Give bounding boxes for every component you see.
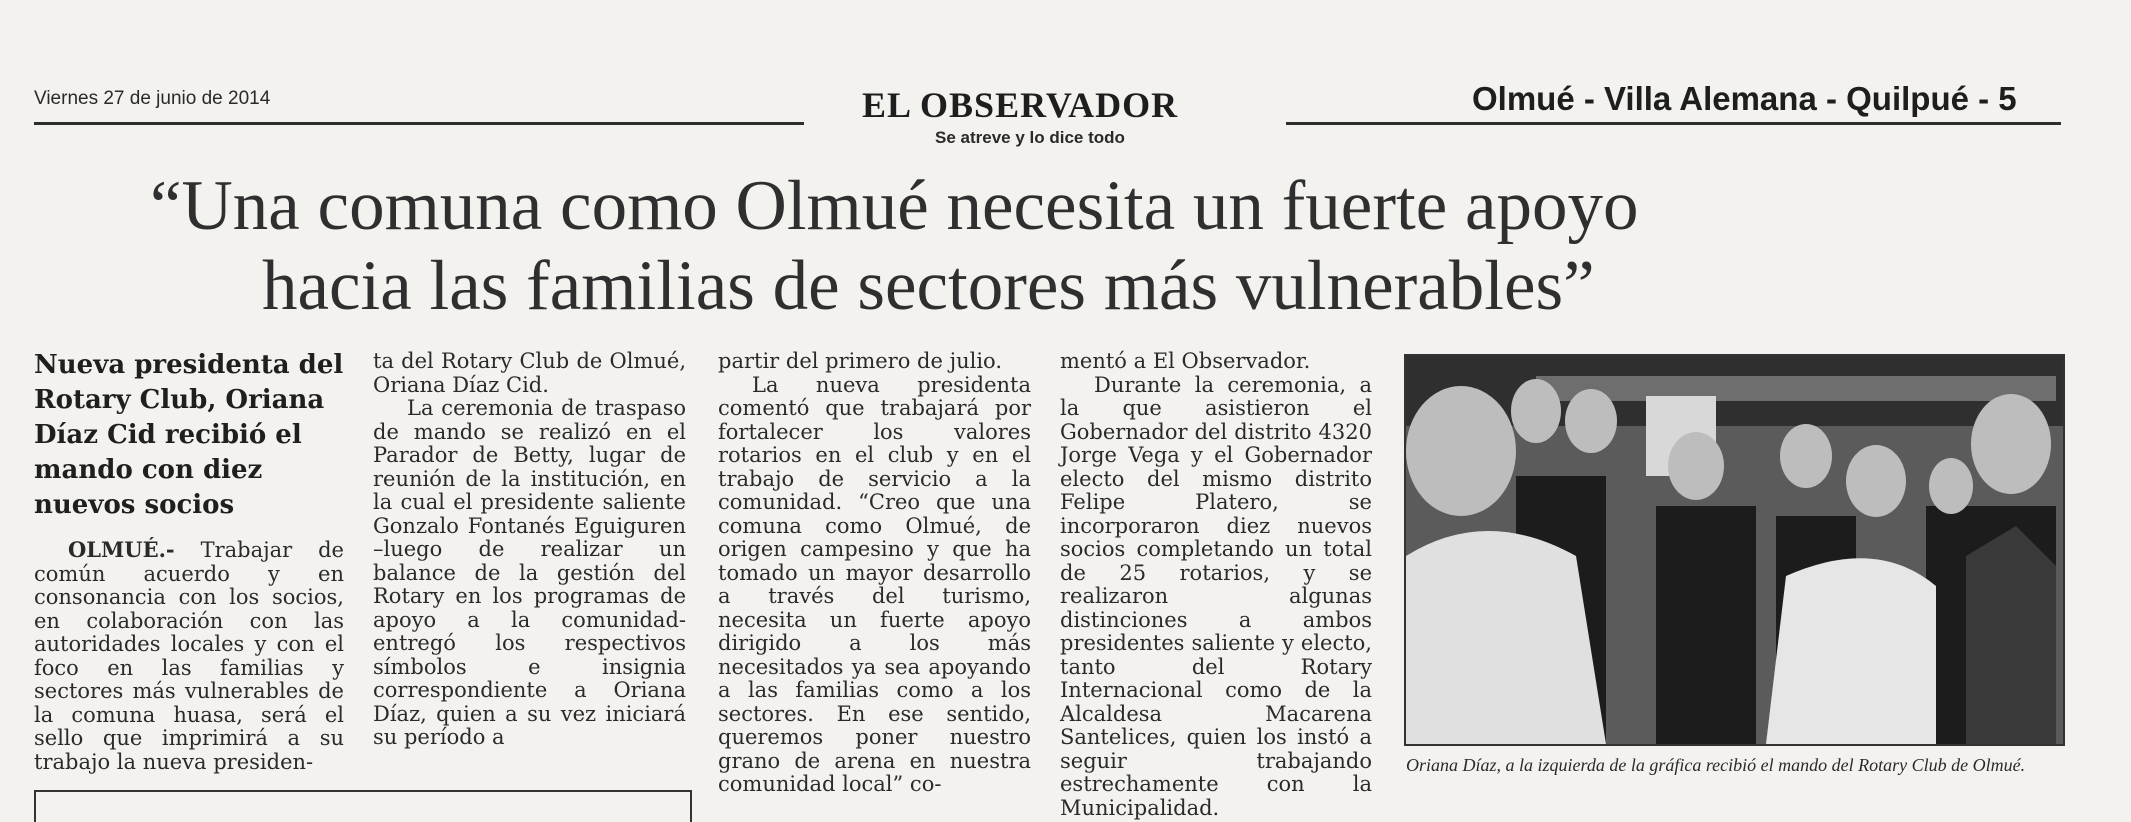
column-3-paragraph-1: partir del primero de julio. bbox=[718, 349, 1002, 373]
article-column-2 bbox=[373, 350, 686, 750]
column-2-paragraph-1: ta del Rotary Club de Olmué, Oriana Díaz Cid. bbox=[373, 349, 686, 397]
newspaper-slogan: Se atreve y lo dice todo bbox=[935, 128, 1125, 147]
article-subheadline: Nueva presidenta del Rotary Club, Oriana Díaz Cid recibió el mando con diez nuevos socios bbox=[34, 350, 344, 520]
column-1-text: Trabajar de común acuerdo y en consonancia con los socios, en colaboración con las autoridades locales y con el foco en las familias y sectores más vulnerables de la comuna huasa, será el sello que imprimirá a su trabajo la nueva presiden- bbox=[34, 538, 344, 774]
article-column-4 bbox=[1060, 350, 1372, 820]
column-3-paragraph-2: La nueva presidenta comentó que trabajará por fortalecer los valores rotarios en el club y en el trabajo de servicio a la comunidad. “Creo que una comuna como Olmué, de origen campesino y que ha tomado un mayor desarrollo a través del turismo, necesita un fuerte apoyo dirigido a los más necesitados ya sea apoyando a las familias como a los sectores. En ese sentido, queremos poner nuestro grano de arena en nuestra comunidad local” co- bbox=[718, 372, 1031, 796]
newspaper-masthead: EL OBSERVADOR bbox=[862, 85, 1179, 125]
dateline: OLMUÉ.- bbox=[68, 537, 175, 562]
article-headline bbox=[150, 166, 1930, 326]
header-rule-left bbox=[34, 122, 804, 125]
headline-line-2: hacia las familias de sectores más vulnerables” bbox=[262, 247, 1595, 325]
header-rule-right bbox=[1286, 122, 2061, 125]
article-column-3 bbox=[718, 350, 1031, 797]
photo-caption: Oriana Díaz, a la izquierda de la gráfica recibió el mando del Rotary Club de Olmué. bbox=[1406, 755, 2026, 775]
column-2-paragraph-2: La ceremonia de traspaso de mando se realizó en el Parador de Betty, lugar de reunión de la institución, en la cual el presidente saliente Gonzalo Fontanés Eguiguren –luego de realizar un balance de la gestión del Rotary en los programas de apoyo a la comunidad- entregó los respectivos símbolos e insignia correspondiente a Oriana Díaz, quien a su vez iniciará su período a bbox=[373, 396, 686, 749]
group-photo-illustration bbox=[1406, 356, 2063, 744]
column-4-paragraph-2: Durante la ceremonia, a la que asistieron el Gobernador del distrito 4320 Jorge Vega y el Gobernador electo del mismo distrito Felipe Platero, se incorporaron diez nuevos socios completando un total de 25 rotarios, y se realizaron algunas distinciones a ambos presidentes saliente y electo, tanto del Rotary Internacional como de la Alcaldesa Macarena Santelices, quien los instó a seguir trabajando estrechamente con la Municipalidad. bbox=[1060, 372, 1372, 820]
adjacent-article-frame bbox=[34, 790, 692, 822]
headline-line-1: “Una comuna como Olmué necesita un fuerte apoyo bbox=[150, 167, 1639, 245]
article-column-1 bbox=[34, 538, 344, 774]
section-and-page-number: Olmué - Villa Alemana - Quilpué - 5 bbox=[1472, 80, 2017, 117]
column-4-paragraph-1: mentó a El Observador. bbox=[1060, 349, 1311, 373]
article-photo bbox=[1404, 354, 2065, 746]
issue-date: Viernes 27 de junio de 2014 bbox=[34, 88, 271, 109]
